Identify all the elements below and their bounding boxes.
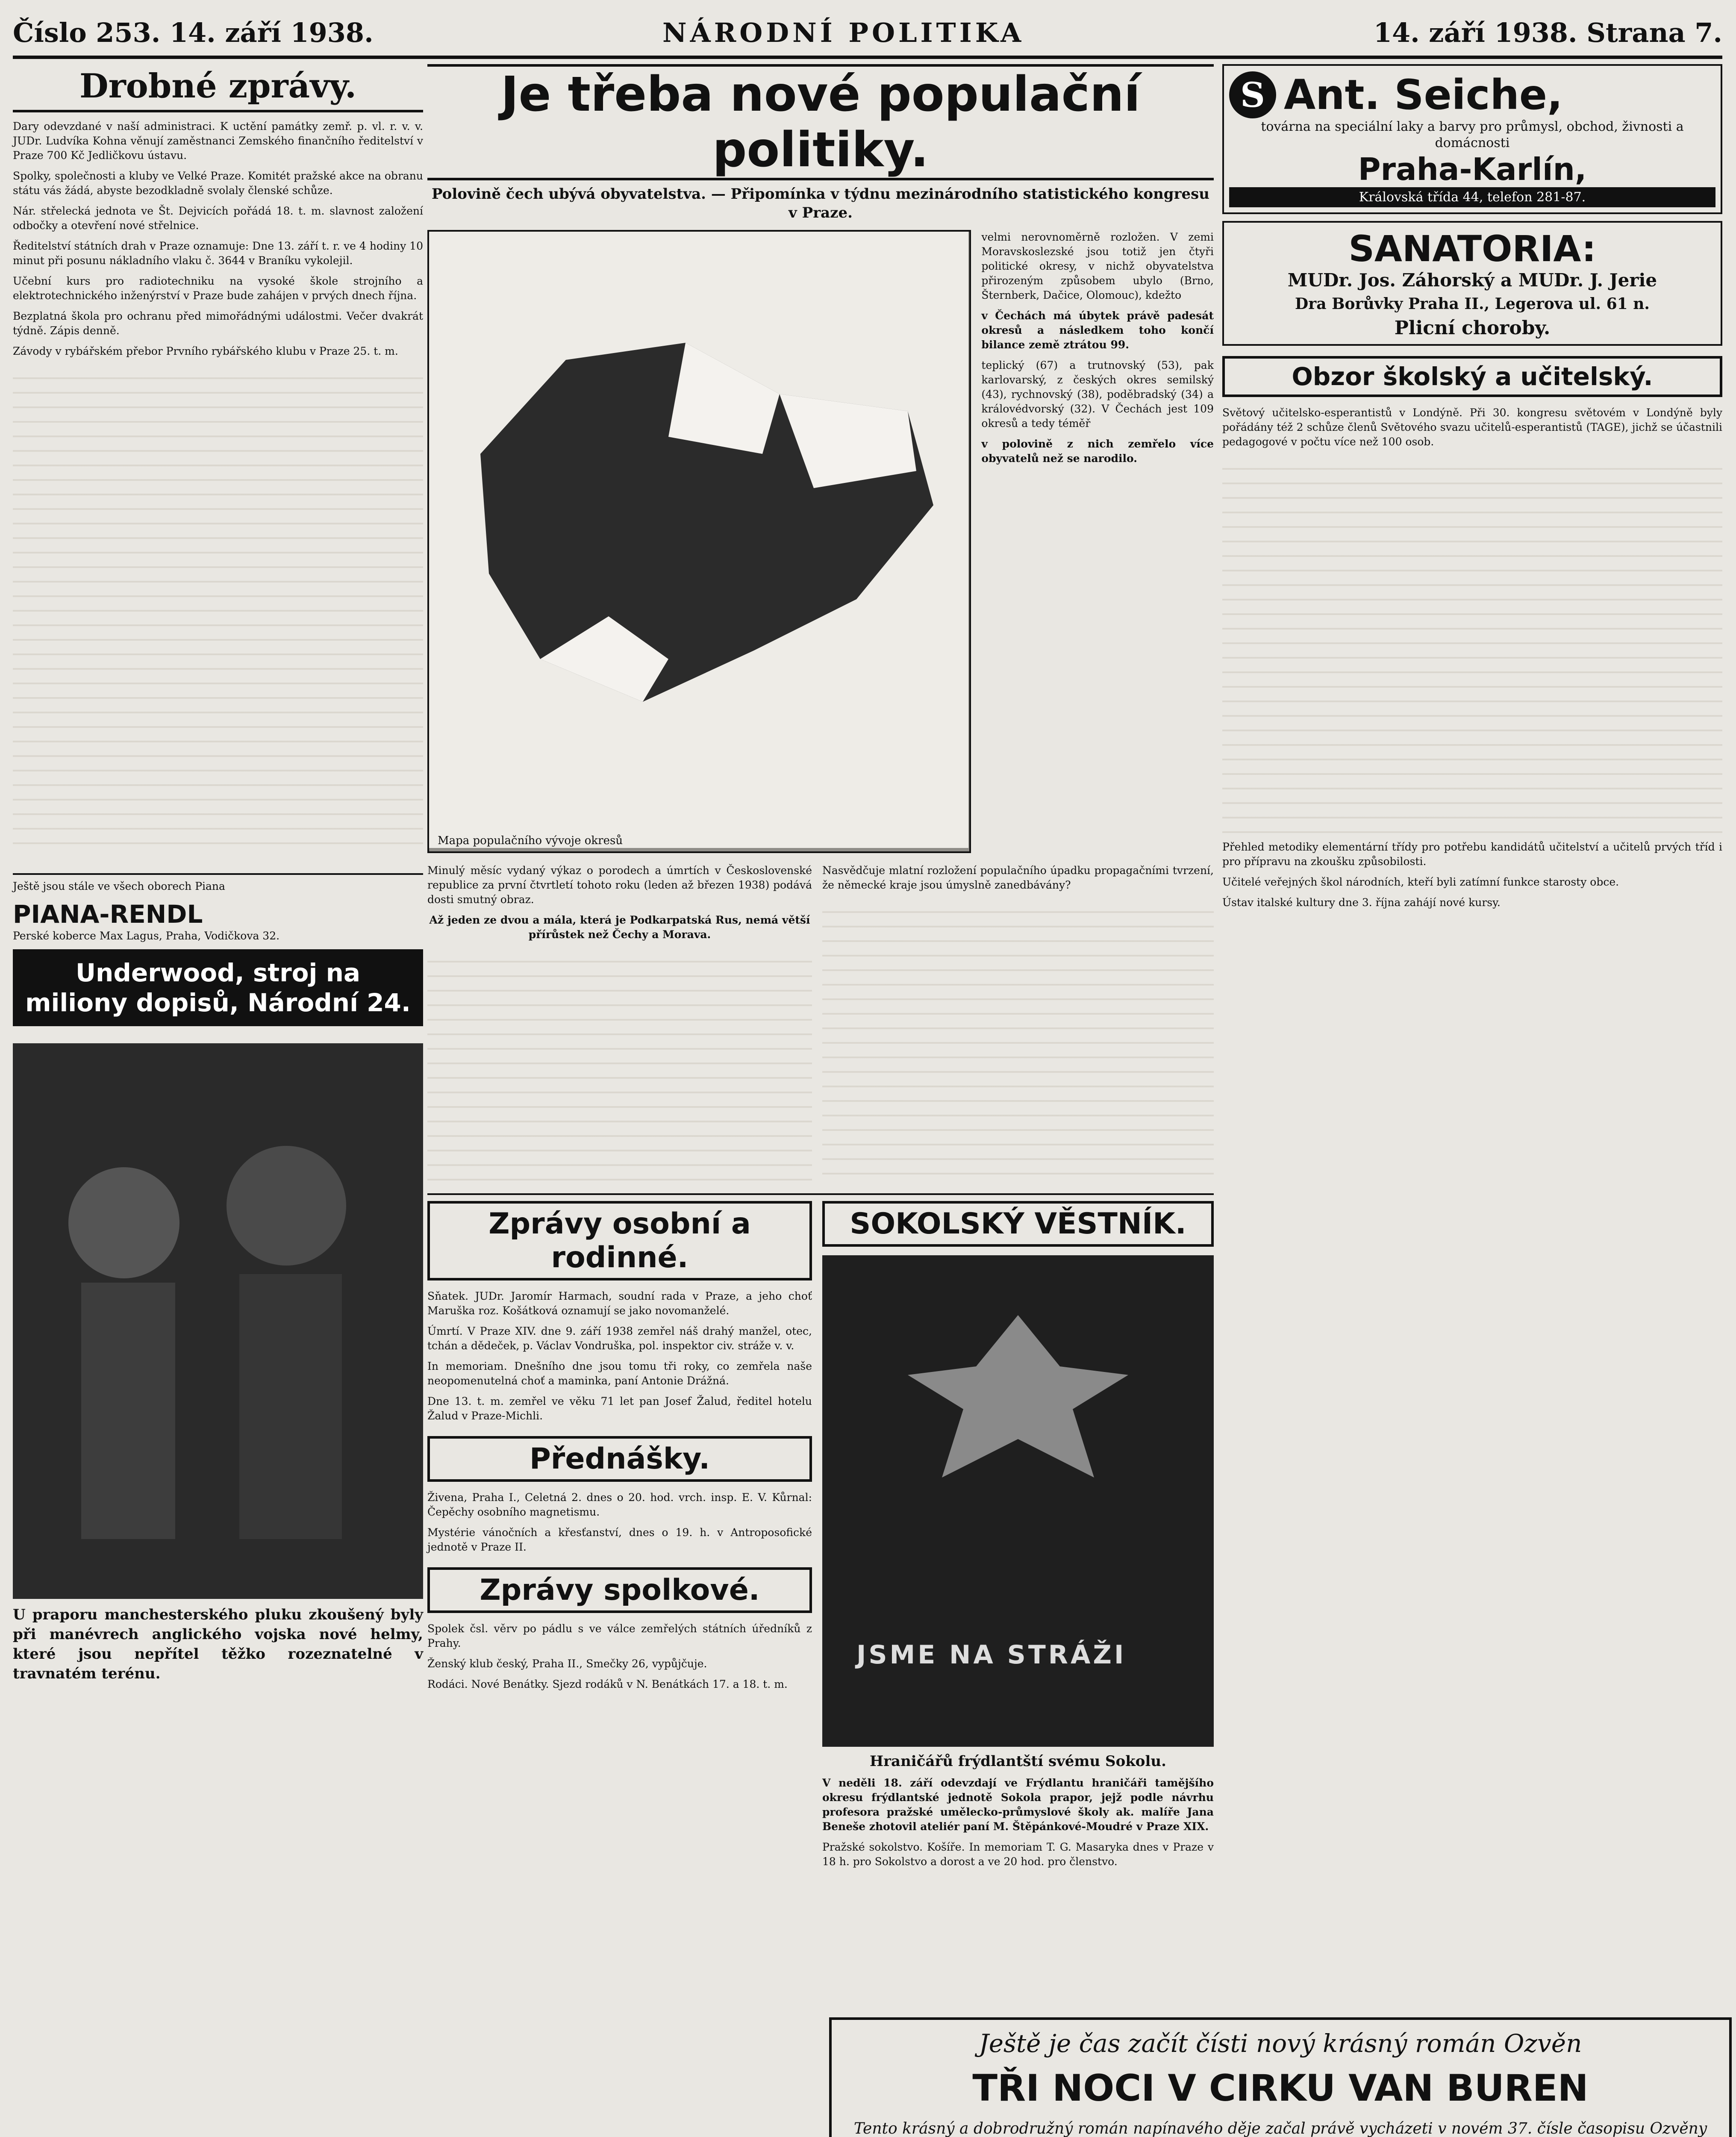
piano-brand: PIANA-RENDL [13,900,203,929]
assoc-item: Spolek čsl. věrv po pádlu s ve válce zemřelých státních úředníků z Prahy. [427,1622,812,1649]
middle-column [427,64,1214,1875]
seiche-text: továrna na speciální laky a barvy pro průmysl, obchod, živnosti a domácnosti [1261,119,1684,150]
main-subhead: Polovině čech ubývá obyvatelstva. — Připomínka v týdnu mezinárodního statistického kongresu v Praze. [432,185,1209,221]
news-item: Dary odevzdané v naší administraci. K uctění památky zemř. p. vl. r. v. v. JUDr. Ludvíka Kohna věnují zaměstnanci Zemského finančního ředitelství v Praze 700 Kč Jedličkovu ústavu. [13,120,423,162]
borucky-sanatorium: Dra Borůvky Praha II., Legerova ul. 61 n. [1295,295,1650,313]
sokol-text: Pražské sokolstvo. Košíře. In memoriam T. G. Masaryka dnes v Praze v 18 h. pro Sokolstvo a dorost a ve 20 hod. pro členstvo. [822,1841,1214,1868]
sanatoria-title: SANATORIA: [1348,228,1596,270]
seiche-logo-icon: S [1229,71,1276,118]
eagle-illustration [822,1255,1214,1747]
piano-ad [13,873,423,943]
sokol-photo-text: JSME NA STRÁŽI [856,1640,1127,1670]
filler-text-block [13,365,423,856]
personal-item: Sňatek. JUDr. Jaromír Harmach, soudní rada v Praze, a jeho choť Maruška roz. Košátková oznamují se jako novomanželé. [427,1290,812,1317]
photo-caption: U praporu manchesterského pluku zkoušený byly při manévrech anglického vojska nové helmy, které jsou nepřítel těžko rozeznatelné v travnatém terénu. [13,1606,423,1682]
news-item: Bezplatná škola pro ochranu před mimořádnými událostmi. Večer dvakrát týdně. Zápis denně. [13,310,423,337]
sanatoria-doctors: MUDr. Jos. Záhorský a MUDr. J. Jerie [1287,270,1657,291]
population-map [427,230,971,853]
masthead [13,9,1722,59]
ozveny-body: Tento krásný a dobrodružný román napínavého děje začal právě vycházeti v novém 37. čísle časopisu Ozvěny [853,2120,1707,2137]
ozveny-ad [829,2017,1732,2137]
news-item: Nár. střelecká jednota ve Št. Dejvicích pořádá 18. t. m. slavnost založení odbočky a otevření nové střelnice. [13,205,423,232]
map-illustration [429,232,968,848]
associations-title: Zprávy spolkové. [427,1567,812,1613]
school-item: Světový učitelsko-esperantistů v Londýně. Při 30. kongresu světovém v Londýně byly pořádány též 2 schůze členů Světového svazu učitelů-esperantistů (TAGE), jichž se účastnili pedagogové v počtu více než 100 osob. [1222,406,1722,448]
ozveny-title: TŘI NOCI V CIRKU VAN BUREN [972,2067,1589,2110]
sokol-caption: Hraničářů frýdlantští svému Sokolu. [870,1753,1166,1770]
school-item: Ústav italské kultury dne 3. října zahájí nové kursy. [1222,896,1501,909]
filler-text-block [1222,455,1722,840]
paper-title: NÁRODNÍ POLITIKA [662,17,1025,48]
seiche-name: Ant. Seiche, [1284,71,1563,119]
personal-news [427,1201,812,1875]
sokol-photo [822,1255,1214,1747]
sokol-text: V neděli 18. září odevzdají ve Frýdlantu hraničáři tamějšího okresu frýdlantské jednotě Sokola prapor, jejž podle návrhu profesora pražské umělecko-průmyslové školy ak. malíře Jana Beneše zhotovil ateliér paní M. Štěpánkové-Moudré v Praze XIX. [822,1777,1214,1833]
lectures-title: Přednášky. [427,1436,812,1482]
lung-diseases: Plicní choroby. [1394,317,1551,339]
main-headline: Je třeba nové populační politiky. [427,64,1214,180]
soldiers-photo [13,1043,423,1599]
piano-ad-text: Ještě jsou stále ve všech oborech Piana [13,880,225,892]
school-title: Obzor školský a učitelský. [1222,356,1722,397]
news-item: Učební kurs pro radiotechniku na vysoké škole strojního a elektrotechnického inženýrství v Praze bude zahájen v prvých dnech října. [13,275,423,302]
seiche-ad [1222,64,1722,214]
personal-item: Úmrtí. V Praze XIV. dne 9. září 1938 zemřel náš drahý manžel, otec, tchán a dědeček, p. Václav Vondruška, pol. inspektor civ. stráže v. v. [427,1325,812,1352]
news-item: Závody v rybářském přebor Prvního rybářského klubu v Praze 25. t. m. [13,345,398,357]
left-column [13,64,423,1690]
news-item: Spolky, společnosti a kluby ve Velké Praze. Komitét pražské akce na obranu státu vás žádá, abyste bezodkladně svolaly členské schůze. [13,170,423,197]
article-side-para: teplický (67) a trutnovský (53), pak karlovarský, z českých okres semilský (43), rychnovský (38), poděbradský (34) a královédvorský (32). V Čechách jest 109 okresů a tedy téměř [981,359,1214,430]
filler-text-block [427,948,812,1187]
ozveny-lead: Ještě je čas začít čísti nový krásný román Ozvěn [979,2029,1582,2058]
carpet-ad: Perské koberce Max Lagus, Praha, Vodičkova 32. [13,930,280,942]
sokol-section [822,1201,1214,1875]
assoc-item: Ženský klub český, Praha II., Smečky 26, vypůjčuje. [427,1657,707,1670]
article-side-para: velmi nerovnoměrně rozložen. V zemi Moravskoslezské jsou totiž jen čtyři politické okresy, v nichž obyvatelstva přirozeným způsobem ubylo (Brno, Šternberk, Dačice, Olomouc), kdežto [981,231,1214,301]
seiche-address: Královská třída 44, telefon 281-87. [1229,187,1715,207]
soldiers-illustration [13,1043,423,1599]
personal-item: In memoriam. Dnešního dne jsou tomu tři roky, co zemřela naše neopomenutelná choť a maminka, paní Antonie Drážná. [427,1360,812,1387]
article-side-para: v polovině z nich zemřelo více obyvatelů než se narodilo. [981,438,1214,465]
seiche-city: Praha-Karlín, [1358,151,1587,187]
lecture-item: Živena, Praha I., Celetná 2. dnes o 20. hod. vrch. insp. E. V. Kůrnal: Čepěchy osobního magnetismu. [427,1491,812,1518]
assoc-item: Rodáci. Nové Benátky. Sjezd rodáků v N. Benátkách 17. a 18. t. m. [427,1678,788,1690]
personal-news-title: Zprávy osobní a rodinné. [427,1201,812,1280]
sokol-title: SOKOLSKÝ VĚSTNÍK. [822,1201,1214,1247]
news-item: Ředitelství státních drah v Praze oznamuje: Dne 13. září t. r. ve 4 hodiny 10 minut při posunu nákladního vlaku č. 3644 v Braníku vykolejil. [13,240,423,267]
lecture-item: Mystérie vánočních a křesťanství, dnes o 19. h. v Antroposofické jednotě v Praze II. [427,1526,812,1553]
issue-number: Číslo 253. 14. září 1938. [13,17,374,48]
article-side [981,230,1214,853]
divider [427,1193,1214,1195]
map-caption: Mapa populačního vývoje okresů [438,834,623,847]
right-column [1222,64,1722,916]
sanatoria-ad [1222,221,1722,346]
school-item: Přehled metodiky elementární třídy pro potřebu kandidátů učitelství a učitelů prvých tříd i pro přípravu na zkoušku způsobilosti. [1222,841,1722,868]
article-body-left [427,863,812,1187]
article-side-para: v Čechách má úbytek právě padesát okresů a následkem toho končí bilance země ztrátou 99. [981,309,1214,351]
article-para: Nasvědčuje mlatní rozložení populačního úpadku propagačními tvrzení, že německé kraje jsou úmyslně zanedbávány? [822,864,1214,891]
underwood-ad: Underwood, stroj na miliony dopisů, Národní 24. [13,949,423,1026]
school-item: Učitelé veřejných škol národních, kteří byli zatímní funkce starosty obce. [1222,876,1619,888]
personal-item: Dne 13. t. m. zemřel ve věku 71 let pan Josef Žalud, ředitel hotelu Žalud v Praze-Michli. [427,1395,812,1422]
date-page: 14. září 1938. Strana 7. [1373,17,1722,48]
article-para: Až jeden ze dvou a mála, která je Podkarpatská Rus, nemá větší přírůstek než Čechy a Morava. [429,914,810,941]
filler-text-block [822,898,1214,1176]
article-para: Minulý měsíc vydaný výkaz o porodech a úmrtích v Československé republice za první čtvrtletí tohoto roku (leden až březen 1938) podává dosti smutný obraz. [427,864,812,906]
article-body-right [822,863,1214,1187]
short-news-title: Drobné zprávy. [13,64,423,112]
